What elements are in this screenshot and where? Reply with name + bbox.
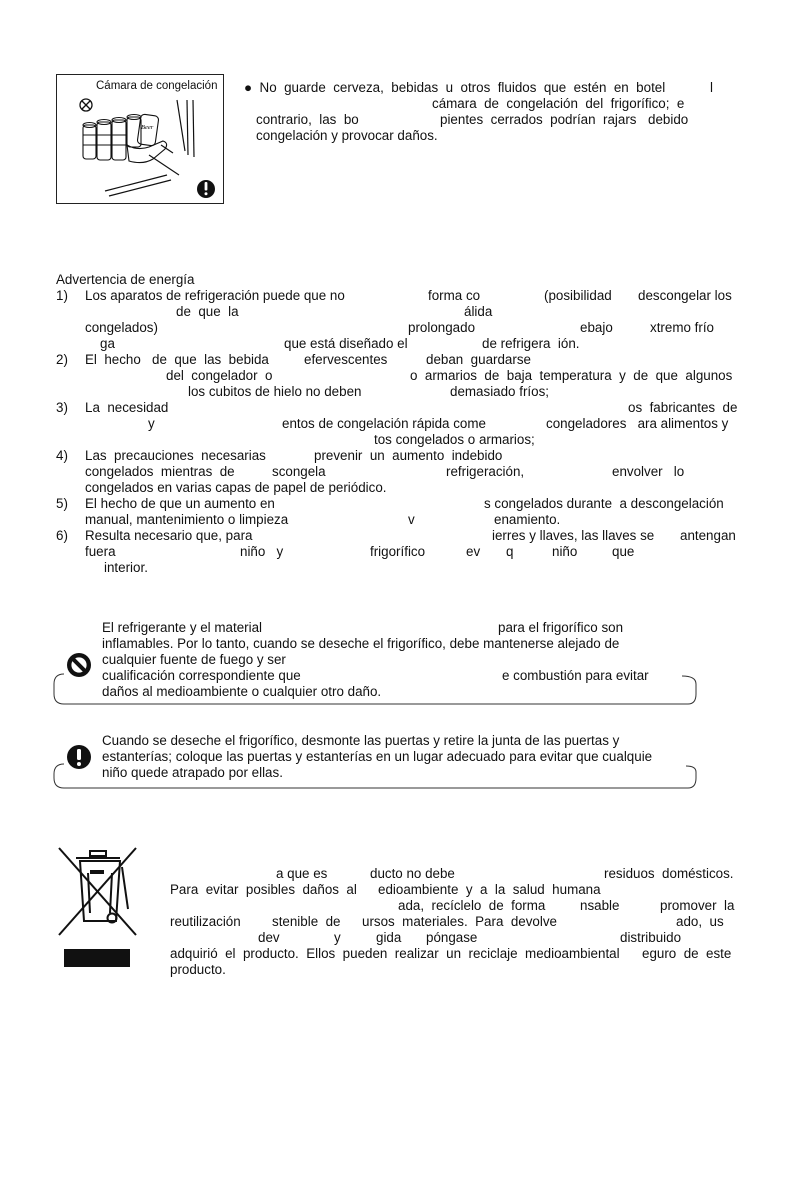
energy-text: tos congelados o armarios; <box>374 432 535 447</box>
energy-text: frigorífico <box>370 544 426 559</box>
energy-text: s congelados durante a descongelación <box>484 496 724 511</box>
weee-text: eguro de este <box>642 946 732 961</box>
freezer-door-lines <box>105 100 194 196</box>
energy-text: q <box>506 544 514 559</box>
energy-text: de refrigera ión. <box>482 336 580 351</box>
energy-text: manual, mantenimiento o limpieza <box>85 512 289 527</box>
energy-text: os fabricantes de <box>628 400 738 415</box>
weee-text: póngase <box>426 930 478 945</box>
freezer-bottles-illustration <box>57 95 223 203</box>
beer-warning-line-1: ● No guarde cerveza, bebidas u otros fluidos que estén en botel <box>244 80 666 95</box>
energy-item-number: 3) <box>56 400 68 415</box>
energy-text: enamiento. <box>494 512 561 527</box>
energy-text: forma co <box>428 288 481 303</box>
refrigerant-text: cualificación correspondiente que <box>102 668 301 683</box>
weee-text: Para evitar posibles daños al <box>170 882 357 897</box>
beer-warning-line-3b: pientes cerrados podrían rajars <box>440 112 637 127</box>
prohibition-icon <box>66 652 92 678</box>
energy-text: El hecho de que las bebida <box>85 352 269 367</box>
weee-text: ada, recíclelo de forma <box>398 898 546 913</box>
warning-icon <box>66 744 92 770</box>
refrigerant-text: inflamables. Por lo tanto, cuando se deseche el frigorífico, debe mantenerse alejado de <box>102 636 620 651</box>
energy-text: descongelar los <box>638 288 732 303</box>
weee-text: promover la <box>660 898 735 913</box>
energy-text: Las precauciones necesarias <box>85 448 266 463</box>
energy-text: de que la <box>176 304 239 319</box>
energy-text: ebajo <box>580 320 613 335</box>
energy-text: fuera <box>85 544 116 559</box>
energy-text: que está diseñado el <box>284 336 408 351</box>
energy-item-number: 4) <box>56 448 68 463</box>
energy-text: niño y <box>240 544 284 559</box>
weee-text: reutilización <box>170 914 241 929</box>
energy-text: demasiado fríos; <box>450 384 549 399</box>
energy-item-number: 5) <box>56 496 68 511</box>
energy-text: scongela <box>272 464 326 479</box>
weee-text: gida <box>376 930 402 945</box>
disposal-text: Cuando se deseche el frigorífico, desmonte las puertas y retire la junta de las puertas y <box>102 733 620 748</box>
weee-text: nsable <box>580 898 620 913</box>
energy-item-number: 6) <box>56 528 68 543</box>
warning-icon <box>197 180 215 198</box>
bottles-icon <box>83 115 141 161</box>
energy-text: niño <box>552 544 578 559</box>
weee-text: a que es <box>276 866 328 881</box>
weee-text: ado, us <box>676 914 724 929</box>
energy-text: y <box>148 416 155 431</box>
energy-text: interior. <box>104 560 148 575</box>
energy-text: álida <box>464 304 493 319</box>
refrigerant-text: e combustión para evitar <box>502 668 649 683</box>
energy-text: prolongado <box>408 320 476 335</box>
refrigerant-text: daños al medioambiente o cualquier otro daño. <box>102 684 382 699</box>
weee-text: y <box>334 930 341 945</box>
energy-text: refrigeración, <box>446 464 525 479</box>
energy-text: Los aparatos de refrigeración puede que no <box>85 288 345 303</box>
refrigerant-text: para el frigorífico son <box>498 620 624 635</box>
energy-text: ev <box>466 544 481 559</box>
figure-caption: Cámara de congelación <box>96 80 218 92</box>
weee-text: stenible de <box>272 914 341 929</box>
energy-text: los cubitos de hielo no deben <box>188 384 362 399</box>
energy-item-number: 2) <box>56 352 68 367</box>
refrigerant-text: El refrigerante y el material <box>102 620 263 635</box>
disposal-text: niño quede atrapado por ellas. <box>102 765 283 780</box>
beer-warning-line-2: cámara de congelación del frigorífico; e <box>432 96 685 111</box>
energy-text: El hecho de que un aumento en <box>85 496 275 511</box>
weee-text: ursos materiales. Para devolve <box>362 914 557 929</box>
weee-text: residuos domésticos. <box>604 866 734 881</box>
weee-text: producto. <box>170 962 226 977</box>
crossed-out-wheelie-bin-icon <box>56 845 140 969</box>
energy-text: congelados) <box>85 320 158 335</box>
beer-warning-line-1b: l <box>710 80 713 95</box>
energy-text: v <box>408 512 415 527</box>
energy-text: Resulta necesario que, para <box>85 528 253 543</box>
weee-text: dev <box>258 930 280 945</box>
energy-text: prevenir un aumento indebido <box>314 448 503 463</box>
weee-text: ducto no debe <box>370 866 455 881</box>
energy-text: xtremo frío <box>650 320 714 335</box>
beer-warning-line-3c: debido <box>648 112 689 127</box>
energy-text: La necesidad <box>85 400 169 415</box>
prohibited-icon <box>80 99 92 111</box>
beer-warning-line-3a: contrario, las bo <box>256 112 359 127</box>
energy-text: congelados en varias capas de papel de periódico. <box>85 480 387 495</box>
energy-text: del congelador o <box>166 368 273 383</box>
energy-text: envolver lo <box>612 464 685 479</box>
energy-heading: Advertencia de energía <box>56 272 195 287</box>
beer-label: Beer <box>141 124 154 131</box>
weee-text: edioambiente y a la salud humana <box>378 882 601 897</box>
weee-text: adquirió el producto. Ellos pueden realizar un reciclaje medioambiental <box>170 946 620 961</box>
energy-text: (posibilidad <box>544 288 612 303</box>
refrigerant-text: cualquier fuente de fuego y ser <box>102 652 286 667</box>
energy-text: efervescentes <box>304 352 388 367</box>
weee-text: distribuido <box>620 930 682 945</box>
energy-text: antengan <box>680 528 736 543</box>
energy-text: congelados mientras de <box>85 464 235 479</box>
energy-item-number: 1) <box>56 288 68 303</box>
energy-text: que <box>612 544 635 559</box>
energy-text: o armarios de baja temperatura y de que algunos <box>410 368 733 383</box>
energy-text: congeladores ara alimentos y <box>546 416 729 431</box>
energy-text: entos de congelación rápida come <box>282 416 486 431</box>
energy-text: deban guardarse <box>426 352 531 367</box>
energy-text: ierres y llaves, las llaves se <box>492 528 655 543</box>
disposal-text: estanterías; coloque las puertas y estanterías en un lugar adecuado para evitar que cualquie <box>102 749 653 764</box>
energy-text: ga <box>100 336 115 351</box>
beer-warning-line-4: congelación y provocar daños. <box>256 128 438 143</box>
